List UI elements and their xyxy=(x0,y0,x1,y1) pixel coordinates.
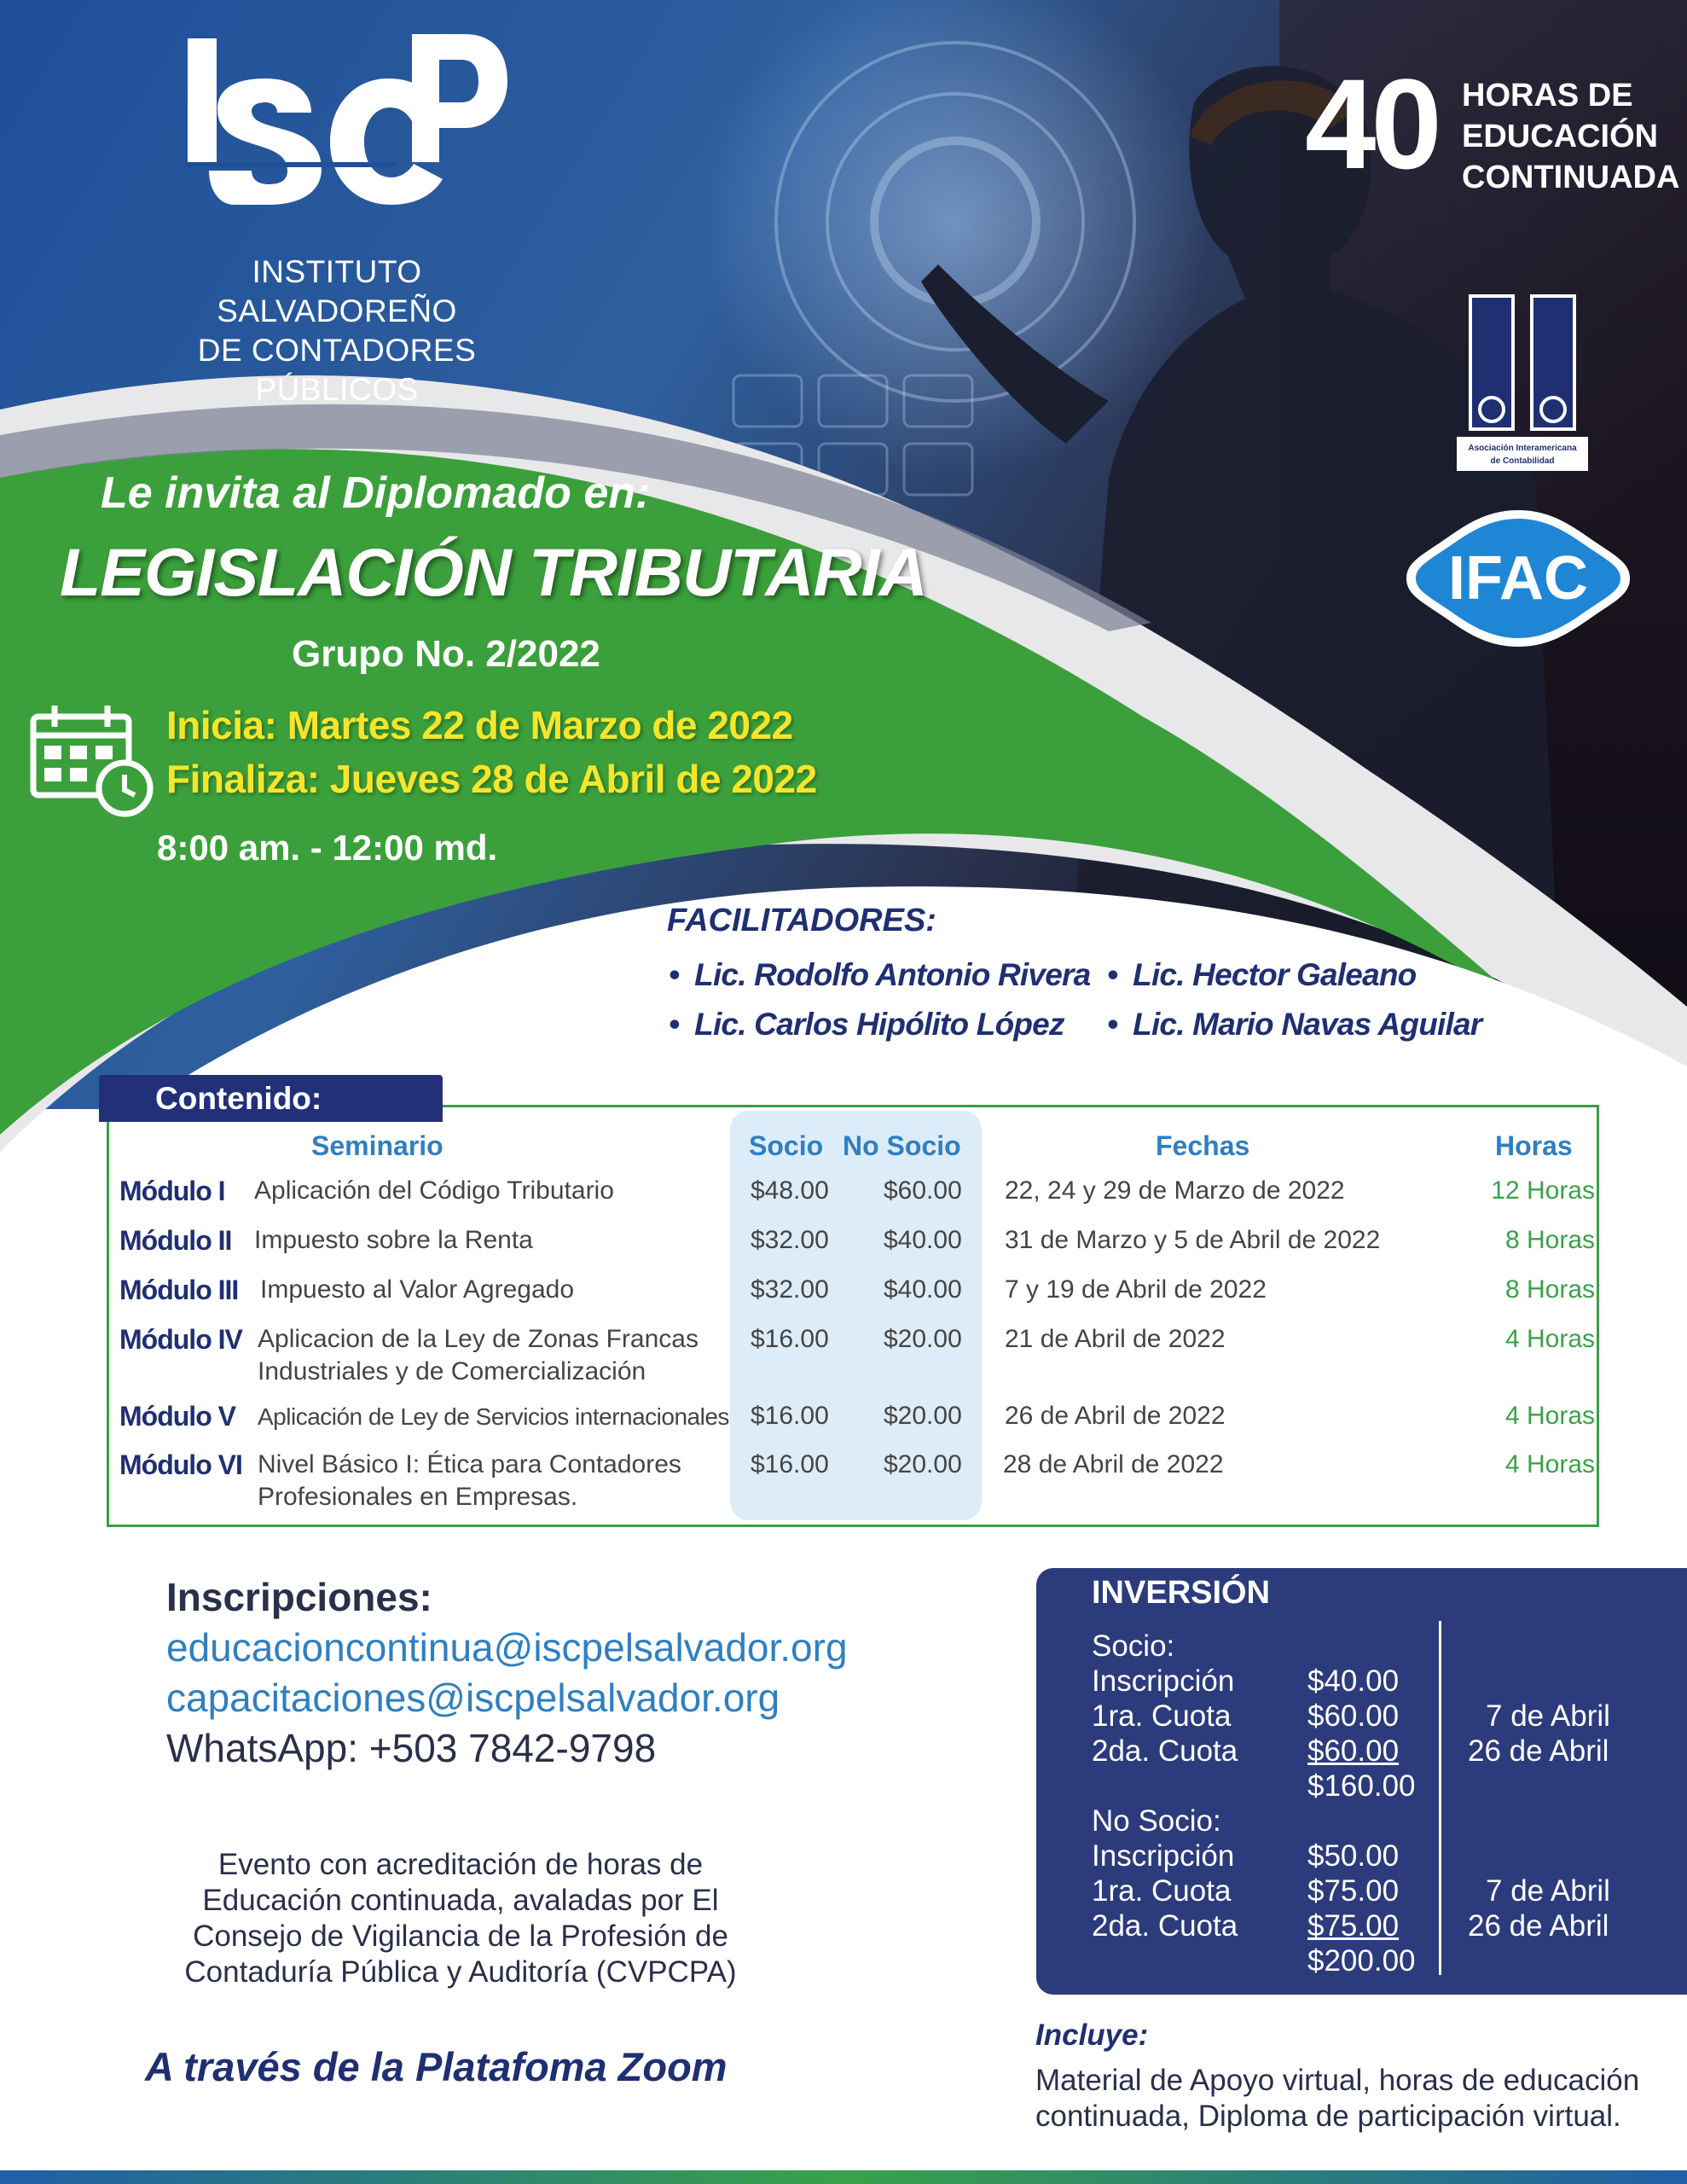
institute-name-line1: INSTITUTO SALVADOREÑO xyxy=(217,254,457,328)
facilitator-name: Lic. Rodolfo Antonio Rivera xyxy=(694,957,1091,992)
fee-label: 2da. Cuota xyxy=(1092,1734,1238,1768)
institute-name xyxy=(136,253,537,410)
platform-note: A través de la Platafoma Zoom xyxy=(145,2044,728,2089)
member-price: $16.00 xyxy=(751,1325,829,1353)
module-dates: 22, 24 y 29 de Marzo de 2022 xyxy=(1005,1176,1345,1205)
module-label: Módulo III xyxy=(119,1275,239,1305)
whatsapp-contact[interactable]: WhatsApp: +503 7842-9798 xyxy=(166,1726,657,1770)
includes-line: continuada, Diploma de participación virtual. xyxy=(1035,2100,1621,2133)
header-member: Socio xyxy=(749,1130,824,1161)
fee-total: $160.00 xyxy=(1307,1769,1416,1803)
facilitators-title: FACILITADORES: xyxy=(667,903,936,938)
module-dates: 28 de Abril de 2022 xyxy=(1003,1450,1224,1478)
fee-total: $200.00 xyxy=(1307,1944,1416,1978)
fee-label: Inscripción xyxy=(1092,1839,1235,1873)
member-price: $32.00 xyxy=(751,1226,829,1254)
hours-label-line1: HORAS DE xyxy=(1462,78,1633,113)
module-dates: 7 y 19 de Abril de 2022 xyxy=(1005,1275,1267,1304)
ifac-logo xyxy=(1403,503,1633,653)
module-label: Módulo IV xyxy=(119,1324,242,1355)
fee-amount: $60.00 xyxy=(1307,1699,1400,1733)
hours-label-line2: EDUCACIÓN xyxy=(1462,119,1659,154)
investment-divider xyxy=(1439,1621,1441,1975)
member-label: Socio: xyxy=(1092,1629,1175,1663)
facilitator-item: • Lic. Rodolfo Antonio Rivera xyxy=(669,957,1091,992)
group-number: Grupo No. 2/2022 xyxy=(292,633,600,675)
fee-amount: $50.00 xyxy=(1307,1839,1400,1873)
fee-amount: $75.00 xyxy=(1307,1874,1400,1908)
hours-label-line3: CONTINUADA xyxy=(1462,160,1680,195)
module-dates: 31 de Marzo y 5 de Abril de 2022 xyxy=(1005,1226,1381,1254)
fee-label: 1ra. Cuota xyxy=(1092,1874,1232,1908)
accreditation-line: Consejo de Vigilancia de la Profesión de xyxy=(193,1920,728,1953)
fee-label: 2da. Cuota xyxy=(1092,1909,1238,1943)
aic-logo xyxy=(1450,290,1595,473)
accreditation-note xyxy=(154,1847,768,1990)
content-tab: Contenido: xyxy=(99,1075,443,1122)
facilitator-item: • Lic. Mario Navas Aguilar xyxy=(1107,1007,1482,1042)
hours-number: 40 xyxy=(1305,52,1437,195)
module-hours: 4 Horas xyxy=(1504,1402,1595,1430)
module-hours: 12 Horas xyxy=(1491,1176,1595,1205)
non-member-price: $20.00 xyxy=(884,1402,962,1430)
aic-logo-line1: Asociación Interamericana xyxy=(1468,444,1577,453)
header-dates: Fechas xyxy=(1156,1130,1250,1161)
fee-date: 26 de Abril xyxy=(1468,1909,1609,1943)
start-date: Inicia: Martes 22 de Marzo de 2022 xyxy=(166,703,793,747)
non-member-price: $60.00 xyxy=(884,1176,962,1205)
member-price: $32.00 xyxy=(751,1275,829,1304)
fee-date: 7 de Abril xyxy=(1486,1874,1610,1908)
non-member-price: $40.00 xyxy=(884,1226,962,1254)
non-member-label: No Socio: xyxy=(1092,1804,1221,1838)
non-member-price: $20.00 xyxy=(884,1450,962,1478)
member-price: $48.00 xyxy=(751,1176,829,1205)
header-non-member: No Socio xyxy=(843,1130,961,1161)
accreditation-line: Evento con acreditación de horas de xyxy=(217,1848,704,1881)
module-dates: 26 de Abril de 2022 xyxy=(1005,1402,1226,1430)
fee-label: Inscripción xyxy=(1092,1664,1235,1698)
fee-date: 26 de Abril xyxy=(1468,1734,1609,1768)
investment-title: INVERSIÓN xyxy=(1092,1575,1271,1611)
facilitator-name: Lic. Carlos Hipólito López xyxy=(694,1007,1064,1042)
email-link[interactable]: educacioncontinua@iscpelsalvador.org xyxy=(166,1625,848,1670)
module-name-line1: Aplicacion de la Ley de Zonas Francas xyxy=(258,1325,699,1353)
accreditation-line: Contaduría Pública y Auditoría (CVPCPA) xyxy=(184,1955,737,1989)
email-link[interactable]: capacitaciones@iscpelsalvador.org xyxy=(166,1676,780,1720)
module-hours: 4 Horas xyxy=(1504,1450,1595,1478)
module-name: Impuesto sobre la Renta xyxy=(254,1226,533,1254)
module-name-line2: Profesionales en Empresas. xyxy=(258,1483,578,1511)
includes-line: Material de Apoyo virtual, horas de educación xyxy=(1035,2064,1640,2097)
bottom-strip xyxy=(0,2170,1687,2184)
facilitator-name: Lic. Hector Galeano xyxy=(1133,957,1417,992)
module-name: Aplicación del Código Tributario xyxy=(254,1176,614,1205)
facilitator-item: • Lic. Carlos Hipólito López xyxy=(669,1007,1064,1042)
diploma-title: LEGISLACIÓN TRIBUTARIA xyxy=(60,534,927,610)
fee-label: 1ra. Cuota xyxy=(1092,1699,1232,1733)
module-hours: 4 Horas xyxy=(1504,1325,1595,1353)
fee-date: 7 de Abril xyxy=(1486,1699,1610,1733)
module-name: Impuesto al Valor Agregado xyxy=(260,1275,575,1304)
accreditation-line: Educación continuada, avaladas por El xyxy=(202,1884,719,1917)
module-label: Módulo II xyxy=(119,1225,232,1256)
registration-title: Inscripciones: xyxy=(166,1575,432,1619)
fee-amount: $75.00 xyxy=(1307,1909,1400,1943)
module-name xyxy=(258,1323,699,1388)
ifac-logo-text: IFAC xyxy=(1447,544,1589,613)
module-hours: 8 Horas xyxy=(1504,1226,1595,1254)
non-member-price: $40.00 xyxy=(884,1275,962,1304)
member-price: $16.00 xyxy=(751,1402,829,1430)
module-label: Módulo V xyxy=(119,1401,235,1432)
module-name xyxy=(258,1449,681,1513)
header-seminar: Seminario xyxy=(311,1130,443,1161)
non-member-price: $20.00 xyxy=(884,1325,962,1353)
includes-text xyxy=(1035,2063,1667,2135)
facilitator-name: Lic. Mario Navas Aguilar xyxy=(1133,1007,1482,1042)
module-dates: 21 de Abril de 2022 xyxy=(1005,1325,1226,1353)
aic-logo-line2: de Contabilidad xyxy=(1490,456,1555,466)
member-price: $16.00 xyxy=(751,1450,829,1478)
calendar-clock-icon xyxy=(29,701,157,821)
module-hours: 8 Horas xyxy=(1504,1275,1595,1304)
module-label: Módulo I xyxy=(119,1176,225,1206)
module-name-line2: Industriales y de Comercialización xyxy=(258,1357,646,1385)
includes-title: Incluye: xyxy=(1035,2018,1149,2052)
facilitator-item: • Lic. Hector Galeano xyxy=(1107,957,1417,992)
fee-amount: $60.00 xyxy=(1307,1734,1400,1768)
module-label: Módulo VI xyxy=(119,1449,242,1480)
fee-amount: $40.00 xyxy=(1307,1664,1400,1698)
module-name: Aplicación de Ley de Servicios internacionales xyxy=(258,1403,729,1430)
hours-label xyxy=(1462,75,1679,198)
institute-name-line2: DE CONTADORES PÚBLICOS xyxy=(197,333,477,407)
end-date: Finaliza: Jueves 28 de Abril de 2022 xyxy=(166,757,817,801)
header-hours: Horas xyxy=(1495,1130,1573,1161)
invite-text: Le invita al Diplomado en: xyxy=(101,468,651,518)
iscp-logo xyxy=(183,34,507,239)
module-name-line1: Nivel Básico I: Ética para Contadores xyxy=(258,1450,681,1478)
schedule-time: 8:00 am. - 12:00 md. xyxy=(157,828,498,868)
